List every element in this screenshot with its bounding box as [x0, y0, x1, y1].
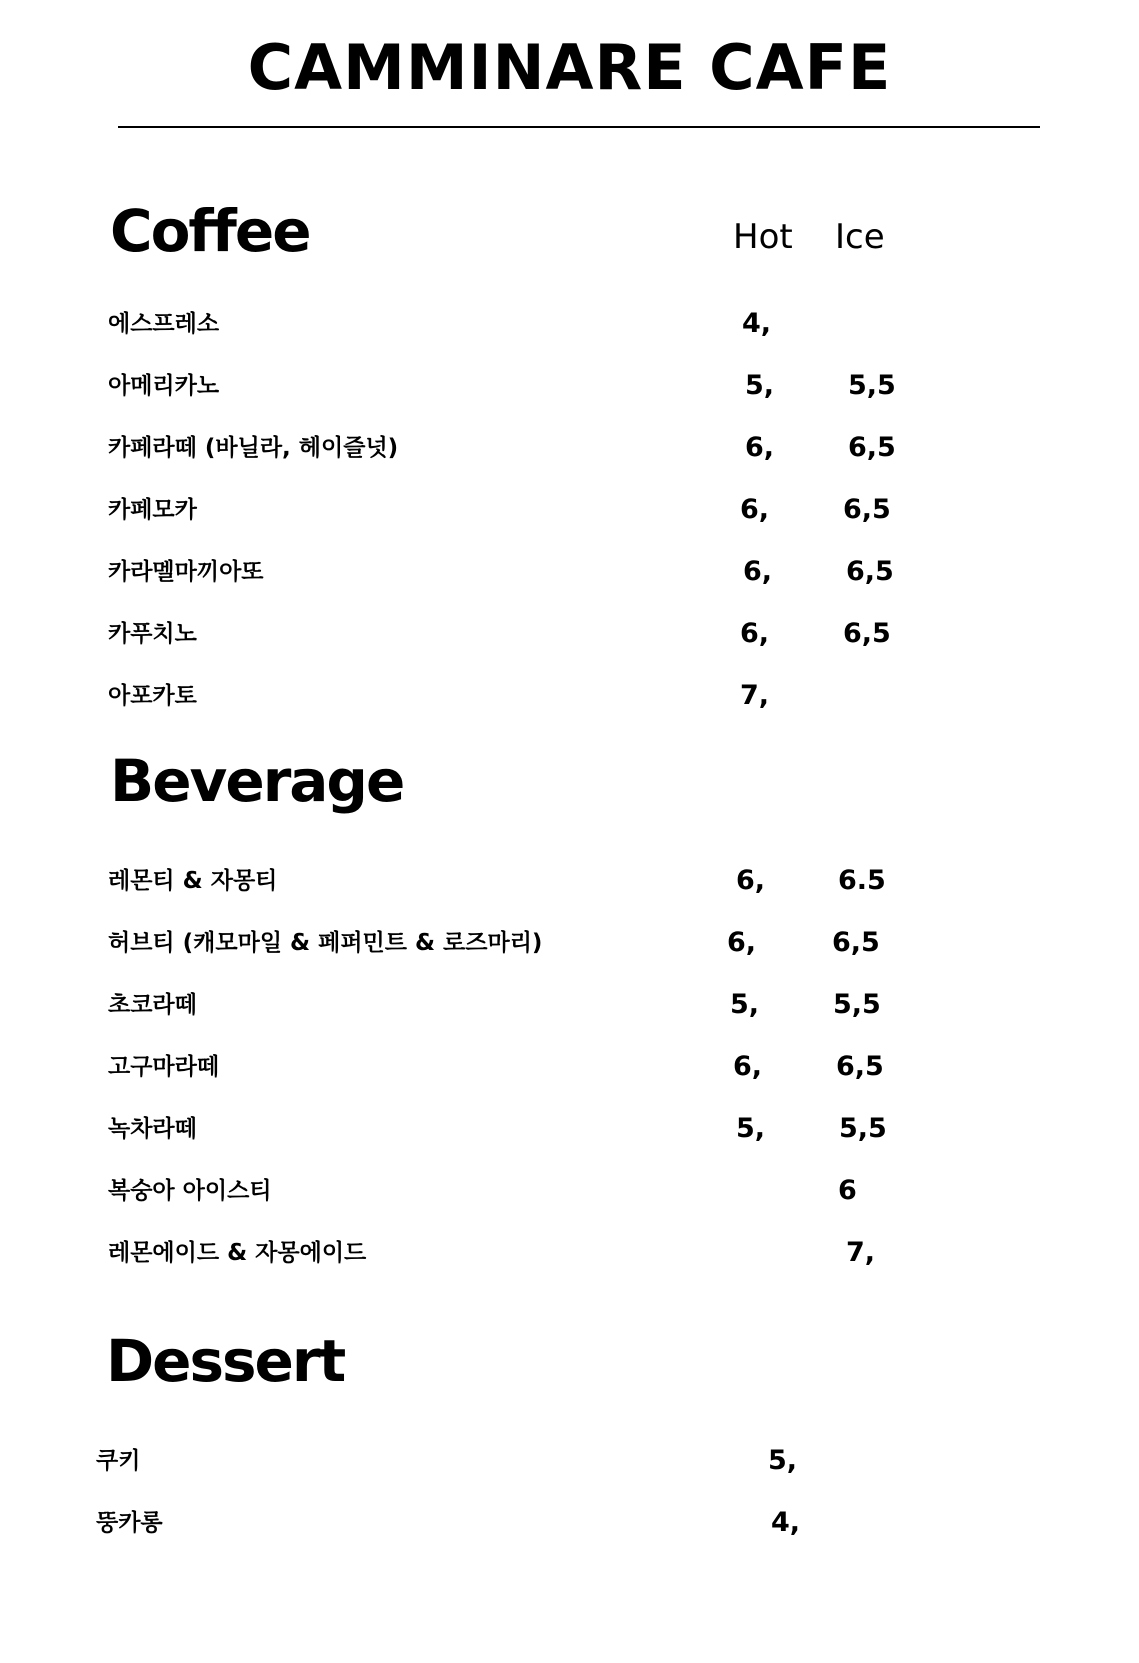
- menu-item-name: 녹차라떼: [108, 1116, 197, 1142]
- menu-item-name: 에스프레소: [108, 311, 220, 337]
- dessert-heading: Dessert: [106, 1327, 345, 1395]
- ice-price: 5,5: [848, 370, 896, 401]
- hot-price: 5,: [736, 1113, 766, 1144]
- cafe-title: CAMMINARE CAFE: [247, 31, 892, 104]
- hot-price: 4,: [742, 308, 772, 339]
- menu-item-name: 카푸치노: [108, 621, 197, 647]
- hot-price: 6,: [745, 432, 775, 463]
- menu-item-name: 레몬에이드 & 자몽에이드: [108, 1240, 367, 1266]
- hot-price: 6,: [736, 865, 766, 896]
- ice-price: 6,5: [843, 494, 891, 525]
- ice-price: 5,5: [833, 989, 881, 1020]
- ice-price: 6,5: [846, 556, 894, 587]
- hot-column-header: Hot: [733, 217, 793, 257]
- menu-item-name: 초코라떼: [108, 992, 197, 1018]
- menu-item-name: 허브티 (캐모마일 & 페퍼민트 & 로즈마리): [108, 930, 543, 956]
- menu-item-name: 아메리카노: [108, 373, 220, 399]
- ice-price: 6,5: [843, 618, 891, 649]
- ice-price: 7,: [846, 1237, 876, 1268]
- menu-item-name: 레몬티 & 자몽티: [108, 868, 278, 894]
- ice-price: 6: [838, 1175, 857, 1206]
- menu-item-name: 카라멜마끼아또: [108, 559, 264, 585]
- hot-price: 6,: [733, 1051, 763, 1082]
- price: 5,: [768, 1445, 798, 1476]
- menu-item-name: 고구마라떼: [108, 1054, 220, 1080]
- ice-price: 5,5: [839, 1113, 887, 1144]
- coffee-heading: Coffee: [110, 197, 310, 265]
- menu-item-name: 카페라떼 (바닐라, 헤이즐넛): [108, 435, 399, 461]
- menu-item-name: 복숭아 아이스티: [108, 1178, 272, 1204]
- menu-item-name: 쿠키: [96, 1448, 141, 1474]
- hot-price: 7,: [740, 680, 770, 711]
- hot-price: 6,: [740, 494, 770, 525]
- ice-price: 6,5: [848, 432, 896, 463]
- hot-price: 5,: [745, 370, 775, 401]
- menu-item-name: 뚱카롱: [96, 1510, 163, 1536]
- ice-price: 6,5: [832, 927, 880, 958]
- menu-item-name: 아포카토: [108, 683, 197, 709]
- menu-item-name: 카페모카: [108, 497, 197, 523]
- ice-price: 6,5: [836, 1051, 884, 1082]
- hot-price: 6,: [727, 927, 757, 958]
- ice-column-header: Ice: [835, 217, 885, 257]
- price: 4,: [771, 1507, 801, 1538]
- hot-price: 5,: [730, 989, 760, 1020]
- hot-price: 6,: [740, 618, 770, 649]
- hot-price: 6,: [743, 556, 773, 587]
- beverage-heading: Beverage: [110, 747, 404, 815]
- title-divider: [118, 126, 1040, 128]
- ice-price: 6.5: [838, 865, 886, 896]
